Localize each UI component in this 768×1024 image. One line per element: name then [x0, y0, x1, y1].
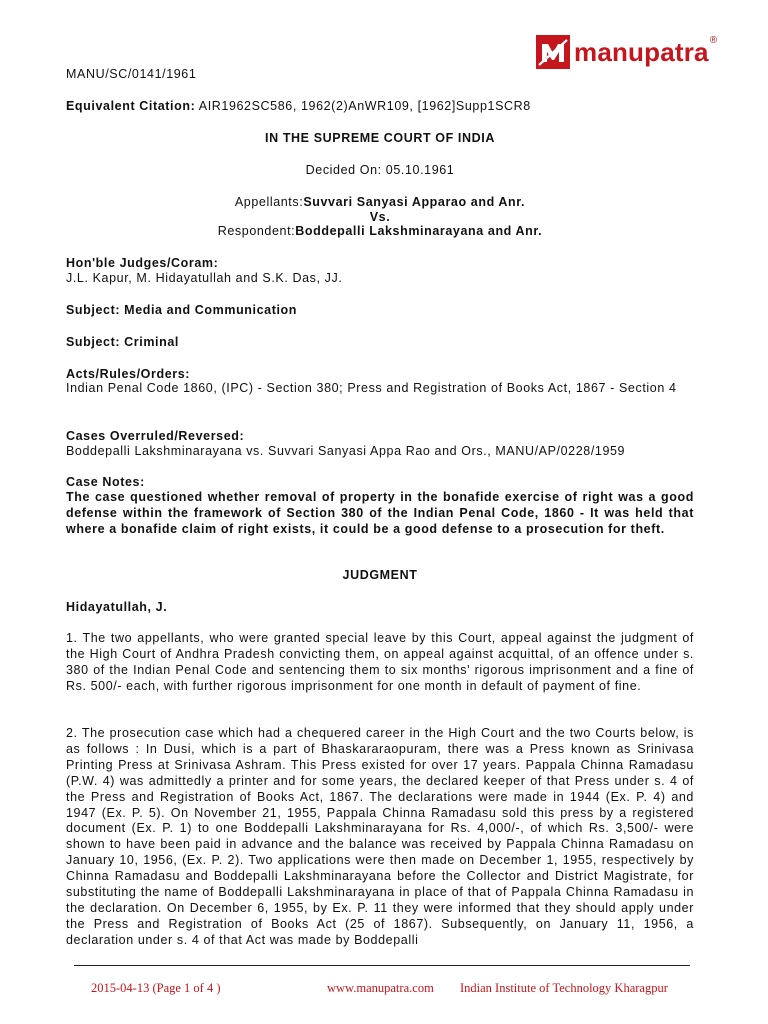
respondent-value: Boddepalli Lakshminarayana and Anr. — [295, 224, 543, 238]
footer-rule — [74, 965, 690, 966]
overruled-label: Cases Overruled/Reversed: — [66, 429, 245, 443]
decided-on: Decided On: 05.10.1961 — [305, 163, 455, 177]
manupatra-logo-mark-icon — [536, 35, 570, 69]
judges-label: Hon'ble Judges/Coram: — [66, 256, 219, 270]
footer-institution: Indian Institute of Technology Kharagpur — [460, 981, 668, 995]
equivalent-citation-value: AIR1962SC586, 1962(2)AnWR109, [1962]Supp1SCR8 — [198, 99, 531, 113]
judge-name: Hidayatullah, J. — [66, 600, 168, 614]
overruled-value: Boddepalli Lakshminarayana vs. Suvvari Sanyasi Appa Rao and Ors., MANU/AP/0228/1959 — [66, 444, 626, 458]
footer-date-page: 2015-04-13 (Page 1 of 4 ) — [91, 981, 221, 995]
versus: Vs. — [369, 210, 391, 224]
appellants-label: Appellants: — [234, 195, 304, 209]
paragraph-2: 2. The prosecution case which had a chequered career in the High Court and the two Courts below, is as follows : In Dusi, which is a part of Bhaskararaopuram, there was a Press known as Srinivasa Printing Press at Srinivasa Ashram. This Press existed for over 17 years. Pappala Chinna Ramadasu (P.W. 4) was admittedly a printer and for some years, the declared keeper of that Press under s. 4 of the Press and Registration of Books Act, 1867. The declarations were made in 1944 (Ex. P. 4) and 1947 (Ex. P. 5). On November 21, 1955, Pappala Chinna Ramadasu sold this press by a registered document (Ex. P. 1) to one Boddepalli Lakshminarayana for Rs. 4,000/-, of which Rs. 3,500/- were shown to have been paid in advance and the balance was received by Pappala Chinna Ramadasu on January 10, 1956, (Ex. P. 2). Two applications were then made on December 1, 1955, respectively by Chinna Ramadasu and Boddepalli Lakshminarayana before the Collector and District Magistrate, for substituting the name of Boddepalli Lakshminarayana in place of that of Pappala Chinna Ramadasu in the declaration. On December 6, 1955, by Ex. P. 11 they were informed that they should apply under the Press and Registration of Books Act (25 of 1867). Subsequently, on January 11, 1956, a declaration under s. 4 of that Act was made by Boddepalli — [66, 726, 694, 947]
paragraph-1: 1. The two appellants, who were granted special leave by this Court, appeal against the judgment of the High Court of Andhra Pradesh convicting them, on appeal against acquittal, of an offence under s. 380 of the Indian Penal Code and sentencing them to six months' rigorous imprisonment and a fine of Rs. 500/- each, with further rigorous imprisonment for one month in default of payment of fine. — [66, 631, 694, 693]
appellants-value: Suvvari Sanyasi Apparao and Anr. — [303, 195, 526, 209]
acts-value: Indian Penal Code 1860, (IPC) - Section 380; Press and Registration of Books Act, 1867 - Section 4 — [66, 381, 677, 395]
judgment-heading: JUDGMENT — [342, 568, 418, 582]
court-name: IN THE SUPREME COURT OF INDIA — [265, 131, 495, 145]
footer-website-link[interactable]: www.manupatra.com — [327, 981, 434, 995]
appellants — [66, 195, 694, 209]
case-notes-text: The case questioned whether removal of property in the bonafide exercise of right was a good defense within the framework of Section 380 of the Indian Penal Code, 1860 - It was held that where a bonafide claim of right exists, it could be a good defense to a prosecution for theft. — [66, 490, 694, 536]
equivalent-citation-label: Equivalent Citation: — [66, 99, 196, 113]
subject-media: Subject: Media and Communication — [66, 303, 298, 317]
manupatra-logo-text: manupatra — [574, 37, 709, 67]
subject-criminal: Subject: Criminal — [66, 335, 179, 349]
respondent — [66, 224, 694, 238]
judges-value: J.L. Kapur, M. Hidayatullah and S.K. Das, JJ. — [66, 271, 343, 285]
respondent-label: Respondent: — [217, 224, 296, 238]
registered-mark: ® — [709, 34, 718, 46]
manupatra-logo — [536, 34, 717, 70]
case-notes-label: Case Notes: — [66, 475, 145, 489]
acts-label: Acts/Rules/Orders: — [66, 367, 191, 381]
document-id: MANU/SC/0141/1961 — [66, 67, 197, 81]
equivalent-citation — [66, 99, 694, 113]
